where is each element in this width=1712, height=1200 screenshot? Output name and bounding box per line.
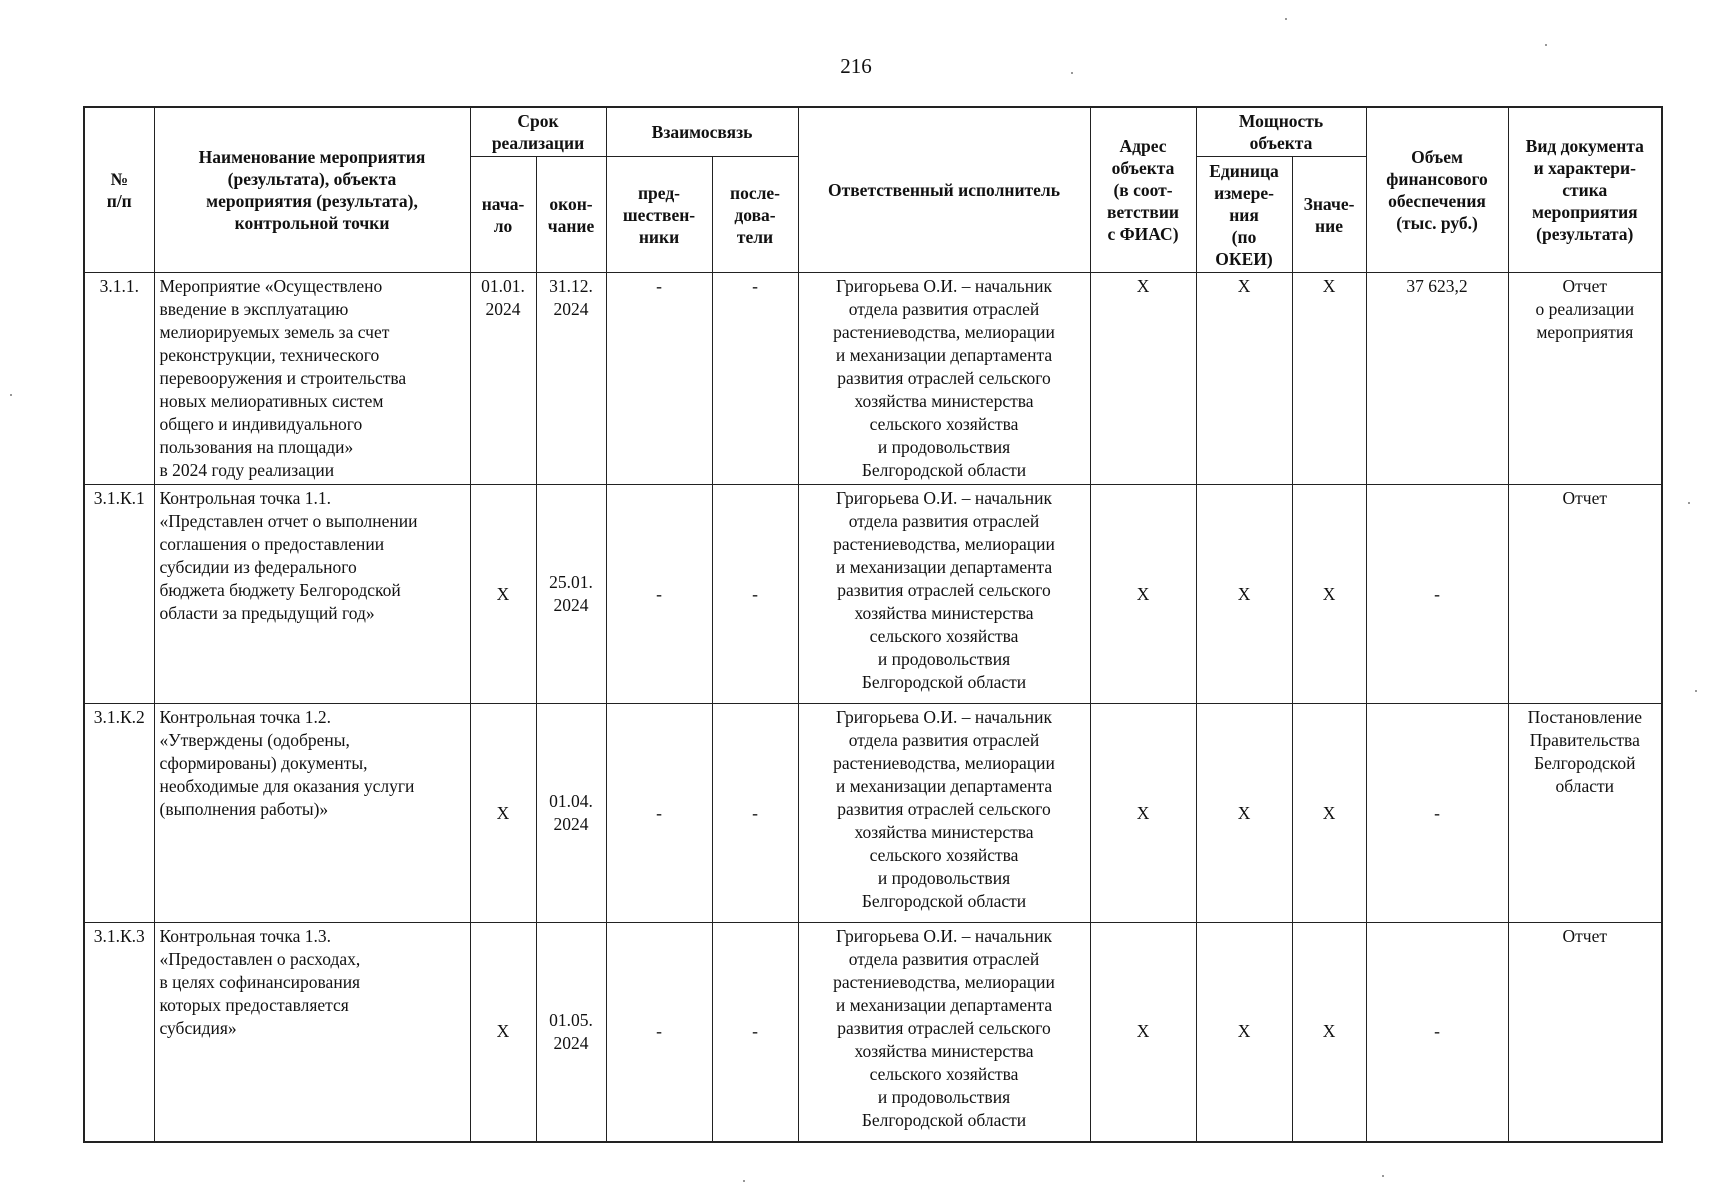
- header-term: Срок реализации: [470, 107, 606, 157]
- scan-speck: [1545, 44, 1547, 46]
- header-relation-next: после- дова- тели: [712, 157, 798, 273]
- header-capacity: Мощность объекта: [1196, 107, 1366, 157]
- header-num: № п/п: [84, 107, 154, 273]
- row-num: 3.1.1.: [84, 273, 154, 485]
- row-funding: -: [1366, 704, 1508, 923]
- row-value: X: [1292, 485, 1366, 704]
- row-executor: Григорьева О.И. – начальник отдела развития отраслей растениеводства, мелиорации и механизации департамента развития отраслей сельского хозяйства министерства сельского хозяйства и продовольствия Белгородской области: [798, 704, 1090, 923]
- row-doc: Отчет: [1508, 923, 1662, 1142]
- table-row: [84, 485, 1662, 704]
- scan-speck: [1071, 72, 1073, 74]
- row-end: 01.04. 2024: [536, 704, 606, 923]
- row-executor: Григорьева О.И. – начальник отдела развития отраслей растениеводства, мелиорации и механизации департамента развития отраслей сельского хозяйства министерства сельского хозяйства и продовольствия Белгородской области: [798, 273, 1090, 485]
- row-prev: -: [606, 273, 712, 485]
- row-doc: Отчет: [1508, 485, 1662, 704]
- row-start: 01.01. 2024: [470, 273, 536, 485]
- header-capacity-value: Значе- ние: [1292, 157, 1366, 273]
- row-address: X: [1090, 485, 1196, 704]
- row-next: -: [712, 923, 798, 1142]
- row-end: 31.12. 2024: [536, 273, 606, 485]
- row-funding: -: [1366, 485, 1508, 704]
- header-funding: Объем финансового обеспечения (тыс. руб.): [1366, 107, 1508, 273]
- row-num: 3.1.К.2: [84, 704, 154, 923]
- header-term-end: окон- чание: [536, 157, 606, 273]
- row-doc: Постановление Правительства Белгородской области: [1508, 704, 1662, 923]
- table-row: [84, 923, 1662, 1142]
- row-funding: -: [1366, 923, 1508, 1142]
- row-next: -: [712, 704, 798, 923]
- row-prev: -: [606, 485, 712, 704]
- row-unit: X: [1196, 273, 1292, 485]
- header-name: Наименование мероприятия (результата), объекта мероприятия (результата), контрольной точки: [154, 107, 470, 273]
- scan-speck: [1285, 18, 1287, 20]
- plan-table: [83, 106, 1663, 1143]
- scan-speck: [1695, 690, 1697, 692]
- row-start: X: [470, 704, 536, 923]
- row-end: 25.01. 2024: [536, 485, 606, 704]
- header-relation: Взаимосвязь: [606, 107, 798, 157]
- row-prev: -: [606, 923, 712, 1142]
- scan-speck: [10, 394, 12, 396]
- header-capacity-unit: Единица измере- ния (по ОКЕИ): [1196, 157, 1292, 273]
- scan-speck: [1688, 502, 1690, 504]
- scan-speck: [743, 1180, 745, 1182]
- header-term-start: нача- ло: [470, 157, 536, 273]
- row-start: X: [470, 485, 536, 704]
- row-start: X: [470, 923, 536, 1142]
- row-unit: X: [1196, 923, 1292, 1142]
- row-value: X: [1292, 923, 1366, 1142]
- row-unit: X: [1196, 485, 1292, 704]
- table-row: [84, 273, 1662, 485]
- row-executor: Григорьева О.И. – начальник отдела развития отраслей растениеводства, мелиорации и механизации департамента развития отраслей сельского хозяйства министерства сельского хозяйства и продовольствия Белгородской области: [798, 923, 1090, 1142]
- row-funding: 37 623,2: [1366, 273, 1508, 485]
- row-num: 3.1.К.3: [84, 923, 154, 1142]
- row-doc: Отчет о реализации мероприятия: [1508, 273, 1662, 485]
- page-number: 216: [840, 54, 872, 78]
- row-end: 01.05. 2024: [536, 923, 606, 1142]
- row-name: Контрольная точка 1.3. «Предоставлен о расходах, в целях софинансирования которых предоставляется субсидия»: [154, 923, 470, 1142]
- header-doc-type: Вид документа и характери- стика мероприятия (результата): [1508, 107, 1662, 273]
- row-value: X: [1292, 273, 1366, 485]
- row-name: Контрольная точка 1.2. «Утверждены (одобрены, сформированы) документы, необходимые для оказания услуги (выполнения работы)»: [154, 704, 470, 923]
- row-value: X: [1292, 704, 1366, 923]
- row-address: X: [1090, 273, 1196, 485]
- row-unit: X: [1196, 704, 1292, 923]
- scan-speck: [1382, 1175, 1384, 1177]
- header-executor: Ответственный исполнитель: [798, 107, 1090, 273]
- row-next: -: [712, 485, 798, 704]
- row-num: 3.1.К.1: [84, 485, 154, 704]
- row-address: X: [1090, 923, 1196, 1142]
- row-name: Мероприятие «Осуществлено введение в эксплуатацию мелиорируемых земель за счет реконструкции, технического перевооружения и строительства новых мелиоративных систем общего и индивидуального пользования на площади» в 2024 году реализации: [154, 273, 470, 485]
- table-row: [84, 704, 1662, 923]
- row-address: X: [1090, 704, 1196, 923]
- row-executor: Григорьева О.И. – начальник отдела развития отраслей растениеводства, мелиорации и механизации департамента развития отраслей сельского хозяйства министерства сельского хозяйства и продовольствия Белгородской области: [798, 485, 1090, 704]
- header-address: Адрес объекта (в соот- ветствии с ФИАС): [1090, 107, 1196, 273]
- row-prev: -: [606, 704, 712, 923]
- row-next: -: [712, 273, 798, 485]
- row-name: Контрольная точка 1.1. «Представлен отчет о выполнении соглашения о предоставлении субсидии из федерального бюджета бюджету Белгородской области за предыдущий год»: [154, 485, 470, 704]
- header-relation-prev: пред- шествен- ники: [606, 157, 712, 273]
